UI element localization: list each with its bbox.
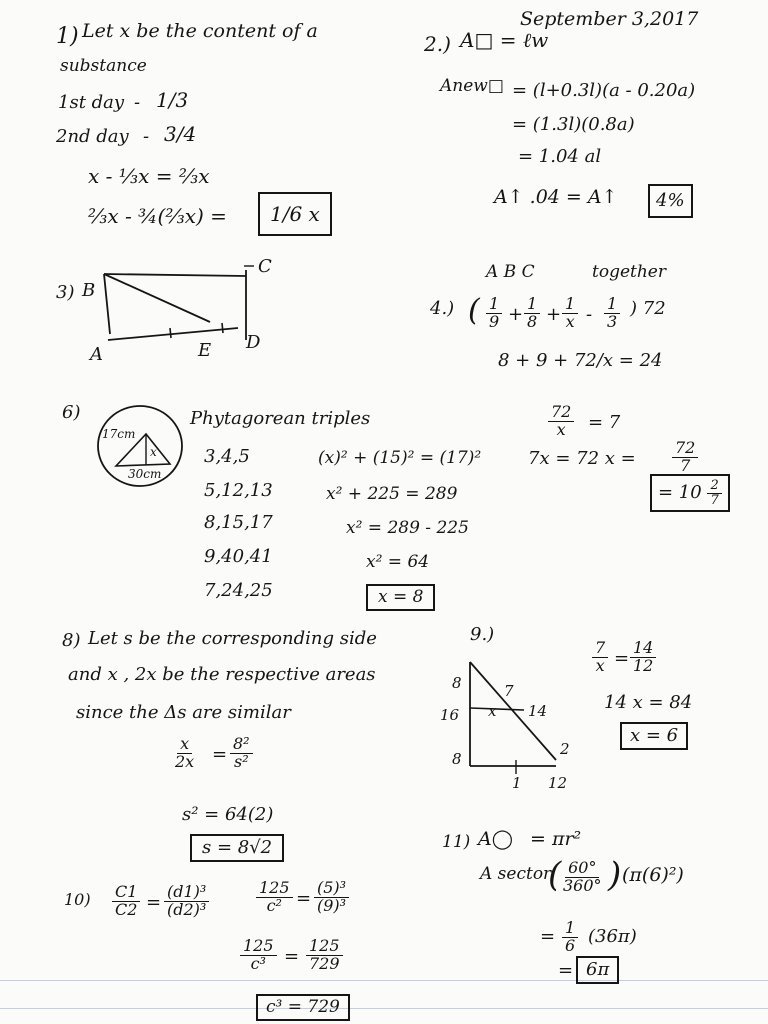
vertex-label-d: D — [246, 332, 261, 353]
equation: (x)² + (15)² = (17)² — [318, 448, 482, 468]
equals: = — [296, 888, 312, 909]
fraction: $\frac{C1}{C2}$ — [112, 884, 140, 919]
equation: (π(6)²) — [622, 864, 684, 886]
problem-text: and x , 2x be the respective areas — [68, 664, 376, 685]
operator: + — [508, 304, 524, 325]
fraction: $\frac{\text{(5)³}}{\text{(9)³}}$ — [314, 880, 349, 915]
side-label: 12 — [548, 774, 568, 792]
fraction: $\frac{7}{x}$ — [592, 640, 608, 675]
problem-text: Let x be the content of a — [82, 20, 318, 42]
equation: A□ = ℓw — [460, 28, 549, 52]
boxed-answer: x = 6 — [620, 722, 688, 750]
fraction: $\frac{1}{9}$ — [486, 296, 502, 331]
vertex-label-e: E — [198, 340, 212, 361]
problem-number: 11) — [442, 832, 471, 852]
equation: A↑ .04 = A↑ — [494, 186, 618, 208]
side-label: x — [488, 702, 497, 720]
equation: = 1.04 al — [518, 146, 602, 167]
equals: = — [284, 946, 300, 967]
equation: 14 x = 84 — [604, 692, 693, 713]
side-label: 14 — [528, 702, 548, 720]
equation: x² + 225 = 289 — [326, 484, 458, 504]
fraction: $\frac{125}{729}$ — [306, 938, 343, 973]
paren-open: ( — [548, 855, 562, 895]
date-heading: September 3,2017 — [520, 8, 699, 30]
paren-close: ) 72 — [630, 298, 666, 319]
problem-text: since the Δs are similar — [76, 702, 291, 723]
problem-number: 6) — [62, 402, 81, 423]
triple: 3,4,5 — [204, 446, 250, 467]
fraction: $\frac{60^\circ}{360^\circ}$ — [563, 858, 602, 895]
sector-label: A sector — [480, 864, 552, 884]
problem-number: 10) — [64, 890, 91, 909]
fraction: $\frac{\text{8²}}{\text{s²}}$ — [230, 736, 253, 771]
answer-whole: = 10 — [658, 482, 702, 504]
circle-label: 30cm — [128, 467, 162, 481]
boxed-answer: 6π — [576, 956, 619, 984]
equation: = (l+0.3l)(a - 0.20a) — [512, 80, 696, 101]
problem-text: substance — [60, 56, 147, 76]
fraction: $\frac{72}{x}$ — [548, 404, 574, 439]
boxed-answer: s = 8√2 — [190, 834, 284, 862]
fraction: $\frac{14}{12}$ — [630, 640, 656, 675]
side-label: 8 — [452, 674, 462, 692]
equals: = — [614, 648, 630, 669]
triple: 5,12,13 — [204, 480, 273, 501]
equation: s² = 64(2) — [182, 804, 274, 825]
boxed-answer: 1/6 x — [258, 192, 332, 236]
equation: A◯ — [478, 828, 513, 850]
fraction: $\frac{\text{(d1)³}}{\text{(d2)³}}$ — [164, 884, 209, 919]
equals: = — [540, 926, 556, 947]
equation: 8 + 9 + 72/x = 24 — [498, 350, 663, 371]
day-dash: - — [134, 92, 141, 113]
section-title: Phytagorean triples — [190, 408, 371, 429]
problem-number: 4.) — [430, 298, 455, 319]
equation: (36π) — [588, 926, 637, 947]
equals: = — [146, 892, 162, 913]
fraction: $\frac{1}{3}$ — [604, 296, 620, 331]
fraction: $\frac{1}{x}$ — [562, 296, 578, 331]
vertex-label-a: A — [90, 344, 103, 365]
side-label: 2 — [560, 740, 570, 758]
boxed-answer: x = 8 — [366, 584, 435, 611]
equation: ⅔x - ¾(⅔x) = — [88, 204, 227, 228]
fraction: $\frac{1}{8}$ — [524, 296, 540, 331]
operator: - — [586, 304, 593, 325]
boxed-answer: 4% — [648, 184, 693, 218]
day-label: 2nd day — [56, 126, 129, 147]
side-label: 16 — [440, 706, 460, 724]
circle-label: x — [150, 445, 157, 459]
equals: = — [212, 744, 228, 765]
equation: = (1.3l)(0.8a) — [512, 114, 635, 135]
fraction: $\frac{2}{7}$ — [707, 479, 721, 507]
paren-close: ) — [608, 855, 622, 895]
equals: = — [558, 960, 574, 981]
fraction: $\frac{72}{7}$ — [672, 440, 698, 475]
day-value: 1/3 — [156, 88, 189, 112]
side-label: 7 — [504, 682, 514, 700]
equation: = 7 — [588, 412, 621, 433]
day-value: 3/4 — [164, 122, 197, 146]
together-label: together — [592, 262, 666, 282]
equation: 7x = 72 x = — [528, 448, 636, 469]
worker-labels: A B C — [486, 262, 535, 282]
circle-label: 17cm — [102, 427, 136, 441]
fraction: $\frac{125}{\text{c³}}$ — [240, 938, 277, 973]
problem-number: 2.) — [424, 32, 451, 56]
fraction: $\frac{1}{6}$ — [562, 920, 578, 955]
problem-number: 1) — [56, 24, 79, 49]
equation-label: Anew□ — [440, 76, 504, 96]
triple: 7,24,25 — [204, 580, 273, 601]
side-label: 1 — [512, 774, 522, 792]
operator: + — [546, 304, 562, 325]
day-label: 1st day — [58, 92, 125, 113]
boxed-answer: c³ = 729 — [256, 994, 350, 1021]
vertex-label-c: C — [258, 256, 272, 277]
problem-text: Let s be the corresponding side — [88, 628, 377, 649]
triple: 9,40,41 — [204, 546, 273, 567]
problem-number: 3) — [56, 282, 75, 303]
problem-number: 8) — [62, 630, 81, 651]
paren-open: ( — [468, 293, 480, 328]
equation: x² = 64 — [366, 552, 430, 572]
equation: x² = 289 - 225 — [346, 518, 469, 538]
day-dash: - — [143, 126, 150, 147]
fraction: $\frac{125}{\text{c²}}$ — [256, 880, 293, 915]
vertex-label-b: B — [82, 280, 96, 301]
equation: = πr² — [530, 828, 582, 850]
side-label: 8 — [452, 750, 462, 768]
problem-number: 9.) — [470, 624, 495, 645]
equation: x - ⅓x = ⅔x — [88, 164, 210, 188]
fraction: $\frac{x}{2x}$ — [175, 734, 195, 771]
triple: 8,15,17 — [204, 512, 273, 533]
